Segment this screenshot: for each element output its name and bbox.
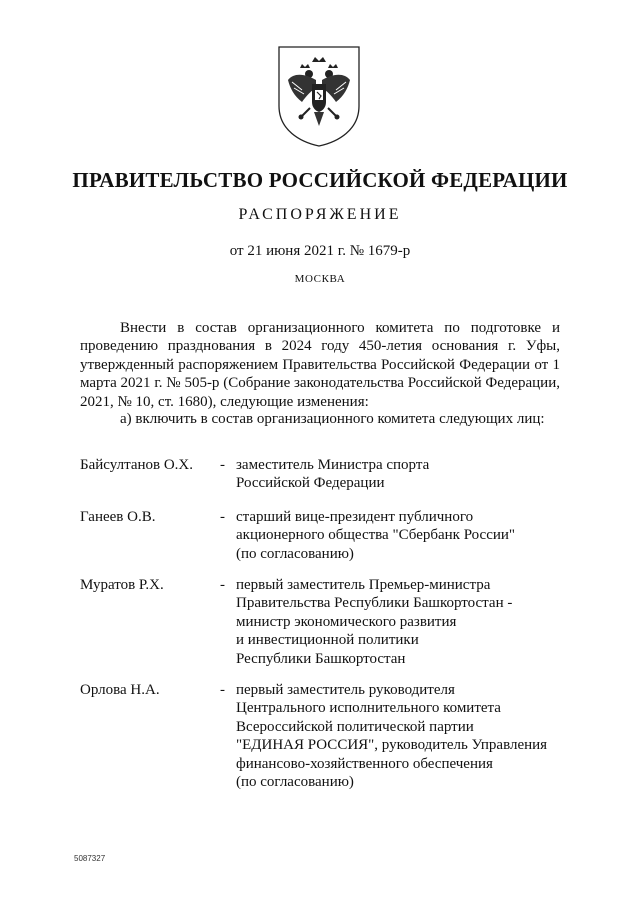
document-date-number: от 21 июня 2021 г. № 1679-р bbox=[229, 243, 411, 259]
member-name: Орлова Н.А. bbox=[80, 682, 160, 698]
member-dash: - bbox=[220, 457, 225, 473]
member-name: Ганеев О.В. bbox=[80, 509, 156, 525]
government-title: ПРАВИТЕЛЬСТВО РОССИЙСКОЙ ФЕДЕРАЦИИ bbox=[72, 168, 568, 192]
document-type: РАСПОРЯЖЕНИЕ bbox=[238, 206, 402, 223]
document-barcode-number: 5087327 bbox=[74, 854, 106, 863]
item-a-text: а) включить в состав организационного комитета следующих лиц: bbox=[120, 411, 545, 427]
coat-of-arms-icon bbox=[276, 44, 362, 148]
member-dash: - bbox=[220, 682, 225, 698]
body-paragraph-block bbox=[80, 319, 560, 411]
member-role: первый заместитель Премьер-министра Правительства Республики Башкортостан - министр экономического развития и инвестиционной политики Республики Башкортостан bbox=[236, 577, 513, 667]
member-role: старший вице-президент публичного акционерного общества "Сбербанк России" (по согласованию) bbox=[236, 509, 516, 562]
member-dash: - bbox=[220, 509, 225, 525]
member-role: заместитель Министра спорта Российской Федерации bbox=[236, 457, 430, 492]
member-dash: - bbox=[220, 577, 225, 593]
body-paragraph: Внести в состав организационного комитета по подготовке и проведению празднования в 2024 году 450-летия основания г. Уфы, утвержденный распоряжением Правительства Российской Федерации от 1 марта 2021 г. № 505-р (Собрание законодательства Российской Федерации, 2021, № 10, ст. 1680), следующие изменения: bbox=[80, 320, 560, 410]
member-name: Муратов Р.Х. bbox=[80, 577, 164, 593]
member-role: первый заместитель руководителя Центрального исполнительного комитета Всероссийской политической партии "ЕДИНАЯ РОССИЯ", руководитель Управления финансово-хозяйственного обеспечения (по согласованию) bbox=[236, 682, 548, 791]
document-city: МОСКВА bbox=[294, 273, 346, 285]
member-name: Байсултанов О.Х. bbox=[80, 457, 194, 473]
